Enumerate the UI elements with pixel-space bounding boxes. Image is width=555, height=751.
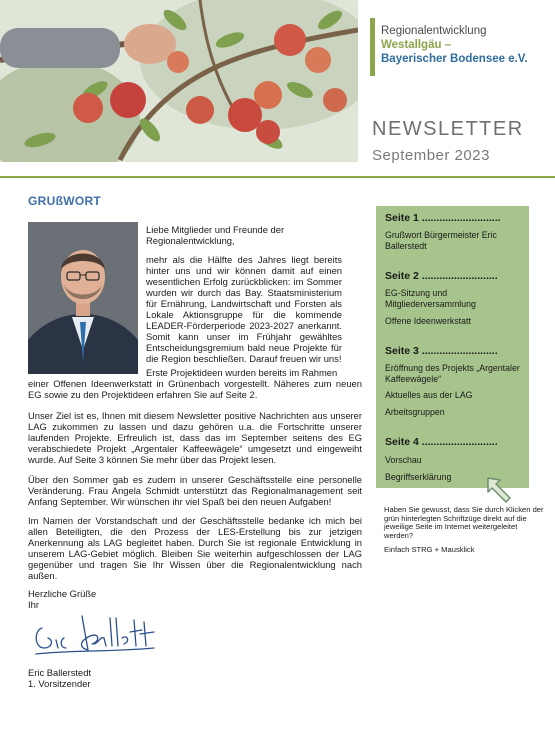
- handwritten-signature: [30, 608, 160, 666]
- newsletter-title: NEWSLETTER: [372, 118, 524, 140]
- contents-link-eg-sitzung[interactable]: EG-Sitzung und Mitgliederversammlung: [385, 288, 476, 309]
- paragraph-ideas-start: Erste Projektideen wurden bereits im Rahmen: [146, 367, 338, 378]
- organization-logo: [370, 18, 545, 76]
- article-heading: GRUßWORT: [28, 194, 102, 208]
- paragraph-staff: Über den Sommer gab es zudem in unserer Geschäftsstelle eine personelle Veränderung. Frau Angela Schmidt unterstützt das Regionalmanagement seit Anfang September. Wir wünschen ihr viel Spaß bei den neuen Aufgaben!: [28, 474, 362, 507]
- greeting-text: Liebe Mitglieder und Freunde der Regionalentwicklung,: [146, 224, 285, 246]
- signer-name: Eric Ballerstedt: [28, 667, 92, 678]
- paragraph-ideas: einer Offenen Ideenwerkstatt in Grünenbach vorgestellt. Näheres zum neuen EG sowie zu den Projektideen erfahren Sie auf Seite 2.: [28, 378, 362, 400]
- paragraph-goal: Unser Ziel ist es, Ihnen mit diesem Newsletter positive Nachrichten aus unserer LAG zukommen zu lassen und dazu gehören u.a. die Fortschritte unserer laufenden Projekte. Erfreulich ist, dass das im September seitens des EG verabschiedete Projekt „Argentaler Kaffeewägele“ umgesetzt und eingeweiht wurde. Auf Seite 3 können Sie mehr über das Projekt lesen.: [28, 410, 362, 465]
- paragraph-intro: mehr als die Hälfte des Jahres liegt bereits hinter uns und wir können damit auf einen wesentlichen Erfolg zurückblicken: im Sommer wurden wir durch das Bay. Staatsministerium für Ernährung, Landwirtschaft und Forsten als Lokale Aktionsgruppe für die kommende LEADER-Förderperiode 2023-2027 anerkannt. Somit kann unser im Frühjahr gewähltes Entscheidungsgremium bald neue Projekte für die Region beschließen. Darauf freuen wir uns!: [146, 254, 342, 364]
- signer-role: 1. Vorsitzender: [28, 678, 91, 689]
- contents-link-ideenwerkstatt[interactable]: Offene Ideenwerkstatt: [385, 316, 471, 326]
- paragraph-thanks: Im Namen der Vorstandschaft und der Geschäftsstelle bedanke ich mich bei allen Beteiligten, die den Prozess der LES-Erstellung bis zur jetzigen Anerkennung als LAG begleitet haben. Durch Sie ist regionale Entwicklung in unserem LAG-Gebiet möglich. Bleiben Sie weiterhin aufgeschlossen der LAG gegenüber und tragen Sie Ihr Wissen über die Regionalentwicklung nach außen.: [28, 515, 362, 581]
- contents-page-4-heading: Seite 4 ..........................: [385, 436, 498, 448]
- logo-accent-bar: [370, 18, 375, 76]
- contents-page-1-heading: Seite 1 ...........................: [385, 212, 501, 224]
- contents-page-2-heading: Seite 2 ..........................: [385, 270, 498, 282]
- header-photo: [0, 0, 358, 162]
- hint-shortcut: Einfach STRG + Mausklick: [384, 545, 475, 554]
- logo-line-3: Bayerischer Bodensee e.V.: [381, 53, 528, 65]
- closing-line-1: Herzliche Grüße: [28, 588, 97, 599]
- contents-link-aktuelles[interactable]: Aktuelles aus der LAG: [385, 390, 473, 400]
- contents-page-3-heading: Seite 3 ..........................: [385, 345, 498, 357]
- contents-link-kaffeewaegele[interactable]: Eröffnung des Projekts „Argentaler Kaffeewägele“: [385, 363, 520, 384]
- hint-text: Haben Sie gewusst, dass Sie durch Klicken der grün hinterlegten Schriftzüge direkt auf die jeweilige Seite im Internet weitergeleitet werden?: [384, 505, 544, 540]
- header-divider: [0, 176, 555, 178]
- newsletter-date: September 2023: [372, 147, 490, 164]
- contents-link-begriffserklaerung[interactable]: Begriffserklärung: [385, 472, 452, 482]
- logo-line-1: Regionalentwicklung: [381, 25, 487, 37]
- pointer-arrow-icon: [484, 474, 514, 504]
- contents-link-grusswort[interactable]: Grußwort Bürgermeister Eric Ballerstedt: [385, 230, 497, 251]
- author-portrait: [28, 222, 138, 374]
- closing-line-2: Ihr: [28, 599, 39, 610]
- contents-sidebar: [376, 206, 529, 488]
- logo-line-2: Westallgäu –: [381, 39, 452, 51]
- contents-link-vorschau[interactable]: Vorschau: [385, 455, 422, 465]
- contents-link-arbeitsgruppen[interactable]: Arbeitsgruppen: [385, 407, 445, 417]
